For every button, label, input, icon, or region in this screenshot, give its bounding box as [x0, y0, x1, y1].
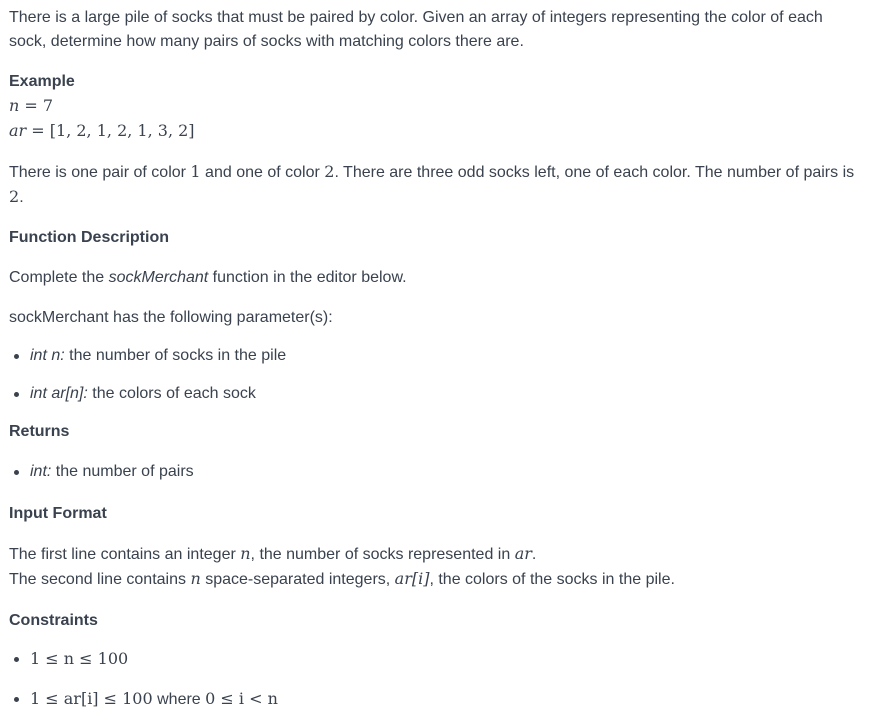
example-ar: ar = [1, 2, 1, 2, 1, 3, 2]	[9, 121, 195, 140]
if-var-ar-i: ar[i]	[394, 569, 430, 588]
constraint-ar-range: 1 ≤ ar[i] ≤ 100	[30, 689, 153, 708]
param-signature: int ar[n]:	[30, 385, 88, 402]
fd-suffix: function in the editor below.	[208, 269, 407, 286]
if-var-n: n	[240, 544, 251, 563]
if-text: .	[531, 546, 537, 563]
bullet-icon	[14, 354, 19, 359]
bullet-icon	[14, 697, 19, 702]
fd-function-name: sockMerchant	[108, 269, 209, 286]
if-var-ar: ar	[514, 544, 532, 563]
example-heading: Example	[9, 73, 75, 90]
if-text: The second line contains	[9, 571, 191, 588]
example-ar-value: [1, 2, 1, 2, 1, 3, 2]	[49, 121, 195, 140]
intro-paragraph: There is a large pile of socks that must be paired by color. Given an array of integers representing the color of each sock, determine how many pairs of socks with matching colors there are.	[9, 9, 823, 50]
bullet-icon	[14, 470, 19, 475]
example-n-var: n	[9, 96, 20, 115]
if-text: space-separated integers,	[200, 571, 395, 588]
constraints-list	[9, 647, 859, 712]
function-description-line	[9, 266, 859, 290]
return-description: the number of pairs	[51, 463, 194, 480]
bullet-icon	[14, 657, 19, 662]
if-var-n: n	[190, 569, 201, 588]
return-item	[9, 460, 859, 484]
example-n-value: 7	[42, 96, 54, 115]
if-text: , the colors of the socks in the pile.	[429, 571, 675, 588]
constraint-i-range: 0 ≤ i < n	[205, 689, 278, 708]
problem-statement	[9, 6, 859, 712]
bullet-icon	[14, 392, 19, 397]
explanation-color-b: 2	[324, 162, 335, 181]
param-signature: int n:	[30, 347, 65, 364]
input-format-line-1	[9, 542, 859, 567]
params-list	[9, 344, 859, 406]
param-description: the number of socks in the pile	[64, 347, 287, 364]
returns-list	[9, 460, 859, 484]
returns-heading: Returns	[9, 423, 70, 440]
example-ar-var: ar	[9, 121, 27, 140]
function-description-heading: Function Description	[9, 229, 169, 246]
param-item	[9, 382, 859, 406]
return-signature: int:	[30, 463, 52, 480]
explanation-text-3: . There are three odd socks left, one of each color. The number of pairs is	[334, 164, 855, 181]
constraints-heading: Constraints	[9, 612, 98, 629]
if-text: , the number of socks represented in	[250, 546, 515, 563]
input-format-text	[9, 542, 859, 592]
explanation-text-4: .	[19, 189, 24, 206]
param-item	[9, 344, 859, 368]
constraint-item	[9, 687, 859, 712]
explanation-text-2: and one of color	[200, 164, 325, 181]
explanation-pairs: 2	[9, 187, 20, 206]
fd-prefix: Complete the	[9, 269, 109, 286]
constraint-n-range: 1 ≤ n ≤ 100	[30, 649, 129, 668]
explanation-text-1: There is one pair of color	[9, 164, 191, 181]
constraint-item	[9, 647, 859, 672]
input-format-heading: Input Format	[9, 505, 107, 522]
if-text: The first line contains an integer	[9, 546, 241, 563]
constraint-where: where	[152, 691, 206, 708]
explanation-color-a: 1	[190, 162, 201, 181]
params-intro: sockMerchant has the following parameter(s):	[9, 309, 333, 326]
input-format-line-2	[9, 567, 859, 592]
param-description: the colors of each sock	[87, 385, 256, 402]
example-explanation	[9, 160, 859, 210]
example-n: n = 7	[9, 96, 54, 115]
